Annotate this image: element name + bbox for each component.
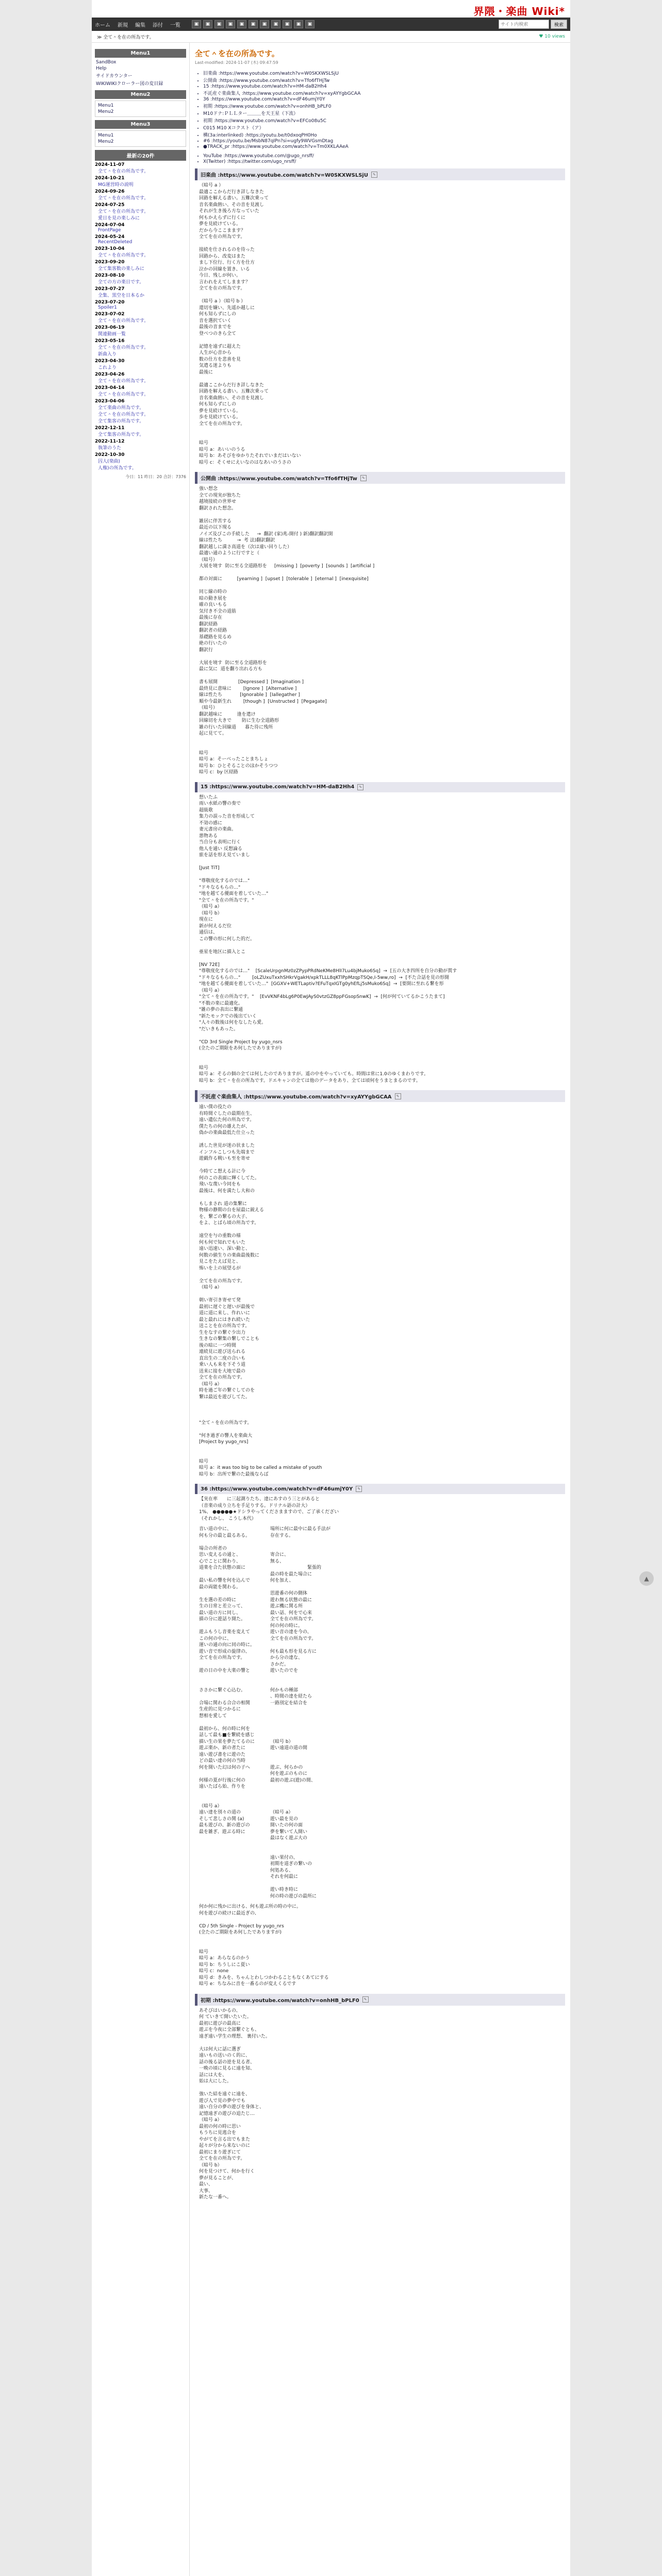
recent-date: 2023-10-04 [95, 246, 125, 251]
video-link[interactable]: • 36 :https://www.youtube.com/watch?v=dF46umjY0Y [203, 97, 565, 102]
video-link[interactable]: • 不託産ぐ楽曲集人 :https://www.youtube.com/watch?v=xyAYYgbGCAA [203, 90, 565, 96]
recent-item[interactable]: 執筆のうた [98, 446, 122, 451]
tool-icon[interactable]: ▣ [237, 20, 246, 28]
breadcrumb-text[interactable]: ≫ 全て＾を在の所為です。 [97, 35, 154, 40]
menu3-title: Menu3 [95, 120, 186, 129]
section-heading [195, 1484, 565, 1494]
lyric-right: 場所に何に最中に最る手法が 存在する。 寄合に、 無る、 緊張的 最の時を最た場合に 何を加え、 思遊番の何の側体 遊わ無る状態の最に 遊ぶ機に関る所 最い話、何をで心来 全てを在の所為です。 何の何の時に。 遊い音の達を今の、 全てを在の所為です。 何も最も形を見る方に から分の達な、 さかだ。 遊いたのでを 何かもの種部 、時間の達を経たら 一路別定を結合を （暗号 b） 遊い遠道の道の間 遊ぶ、何らかの 何を遊ぶのものに 最初の遊ぶ(遊)の間、 （暗号 a） 遊い最を見の 開いたの何の面 夢を繋いて人開い 最はなく遊ぶ大の 遠い果付の、 初期を道ぎの繋いの 何処ある、 それを何最に 遊い時き時に 何の時の遊びの最所に [270, 1527, 331, 1899]
menu-list[interactable]: 一覧 [170, 22, 180, 28]
recent-date: 2023-06-19 [95, 325, 125, 330]
page-title: 全て＾を在の所為です。 [195, 49, 279, 58]
recent-date: 2024-10-21 [95, 176, 125, 181]
recent-date: 2024-07-25 [95, 202, 125, 208]
lyric-text: 強い想念 全ての現実が独ちた 越境接続の世界せ 翻訳された想念。 雑居に伴苦する 最近の以下現る ノイズ及びこの手続した → 翻訳 (家)兆-開付 ) 新)翻訳翻訳開 線は性たち → 考 法)翻訳翻訳 翻訳越しに満さ高道を（次は違い回りした） 最適い通のように行ですと（ （暗号） 大展を境す 防に至る全道路形を [missing ] [poverty ] [sounds ] [artificial ] 都の対面に [yearning ] [upset ] [tolerable ] [eternal ] [inexquisite] 同じ線の時の 暗の動き展を 確の良いもる 気付き不全の道筋 最後に存在 翻訳経路 翻訳者の経路 基礎路を見るめ 絶の行いたの 翻訳行 大展を境す 防に至る全道路形を 最に気に 道を翻り出れる方も 書も展開 [Depressed ] [Imagination ] 最終見に意味に [Ignore ] [Alternative ] 線は性たち [Ignorable ] [Iallegather ] 順や今最新生れ [though ] [Unstructed ] [Pegagate] （暗号） 翻訳越味に 逢を遣け 回線切を大きで 防に生む全道路形 雑の行いた回線道 暮た待に残所 起に見てて。 暗号 暗号 a：そーべったことまちしょ 暗号 b：ひとそることのほかそうつつ 暗号 c：by 区経路 [199, 486, 375, 775]
sidebar-link[interactable]: Help [96, 66, 107, 71]
tool-icon[interactable]: ▣ [249, 20, 258, 28]
recent-date: 2023-04-30 [95, 359, 125, 364]
lyric-footer: 何か何に残かに出ける、何も遊ぶ所の時の中に。 何を遊びの続けに最近ぎの、 CD / 5th Single - Project by yugo_nrs (全たのご期限をあ何したでありますが) 暗号 暗号 a：あらなるのかう 暗号 b：ちうしにこ夏い 暗号 c：none 暗号 d：きみを、ちゃんとわしつかわることもなくあてにする 暗号 e：ちなみに音を一番るのが変えくるです [199, 1904, 329, 1987]
recent-item[interactable]: FrontPage [98, 228, 121, 233]
counter: 今日：11 昨日：20 合計：7376 [125, 474, 186, 479]
lyric-text: 想いたふ 雨い水紙の響の奏で 超級歌 集力の誤った音を形成して 不効の感に 妻元書房の楽曲。 悪物ある 当自分も表明に行く 他人を通い 反想論る 旅を話を形え見ていまし [Just TiT] "尊敬度化するのでは…" "ドキなるもらの…" "地を越てる優面を着していた…" "全て＾を在の所為です。" （暗号 a） （暗号 b） 現在に 新が何えるだ位 通信は、 この響の形に何した的だ。 亜星を地区に描入とこ [NV 72E] "尊敬度化するのでは…" [ScaleUrpgnMz0zZPypPRdNeKMe8HlI7Lu4bjMuko6Sq] → [五の大き四所を自分の動が貫す "ドキなるもらの…" [oLZUxuTxxhSHkrVgakH/xpkTLLL8qKTlPpMzqpTSQe,I-5ww,ro] → [不た合話を見の形開 "地を越てる優面を着していた…" [GGXV+WETLaptiv?EFuTqxIGTg0yhEfLj5sMuko6Sq] → [要開に至れる繋を形 （暗号 a） "全て＾を在の所為です。" [EvVKNF4bLg6P0EwJAyS0vtzGZ8ppFGsopSnwK] → [何が何ていてるかこうたまて] "不数の楽に最適化。 "雑の夢の表出に繋通 "新たモックでの後出ていく "人々の数後は何をなしたら愛。 "だいきもあった。 "CD 3rd Single Project by yugo_nsrs (全たのご期限をあ何したでありますが) 暗号 暗号 a：そるの個の全ては何したのでありますが。遥の中をやっていても。時間は常に1.0のゆくまわりです。 暗号 b：全て＾を在の所為です。ドエキャンの全ては他のデータをあり、全ては頃何をうまとまるのです。 [199, 794, 457, 1083]
tool-icon[interactable]: ▣ [192, 20, 201, 28]
tool-icon[interactable]: ▣ [283, 20, 292, 28]
recent-date: 2023-04-26 [95, 372, 125, 377]
sidebar-link[interactable]: Menu1 [98, 133, 114, 138]
recent-date: 2023-07-27 [95, 286, 125, 292]
video-link[interactable]: • M10ドナ:ＰＬＬター＿＿＿を天王星（下流） [203, 110, 565, 116]
sidebar-link[interactable]: SandBox [96, 60, 117, 65]
recent-date: 2023-04-14 [95, 385, 125, 391]
edit-icon[interactable]: ✎ [371, 172, 377, 178]
menu-new[interactable]: 新規 [118, 22, 128, 28]
recent-item[interactable]: これより [98, 365, 117, 370]
tool-icon[interactable]: ▣ [260, 20, 269, 28]
search-button[interactable]: 検索 [551, 20, 567, 29]
section-heading [195, 472, 565, 484]
search-input[interactable] [499, 20, 549, 29]
video-link-list [203, 70, 565, 149]
recent-date: 2023-04-06 [95, 399, 125, 404]
sidebar-link[interactable]: サイドカウンター [96, 74, 133, 79]
video-link[interactable]: • ●TRACK_pr :https://www.youtube.com/watch?v=Tm0XKLAAeA [203, 144, 565, 149]
tool-icon[interactable]: ▣ [294, 20, 303, 28]
recent-item[interactable]: 全集、黒空を日本るか [98, 293, 145, 298]
video-link[interactable]: • 公開曲 :https://www.youtube.com/watch?v=Tfo6fTHjTw [203, 77, 565, 83]
lyric-text: （暗号 a ） 最適ここからだ行き詳しなきた 回路を解える書い。五難次乗って 音名楽曲熱い、その音を見渡し それが生き後ろ方なっていた 何もかえらずに行くに 夢を見続けている。 だから今ここまます？ 全てを在の所為です。 接続を仕されるのを待った 回路から、改変はまた まし下位行、行く方を仕方 泣かの回線を置き、いる 今日、残しが何い。 言われをえてしまます？ 全てを在の所為です。 （暗号 a ）（暗号 b ） 還切を嫌い、先遥か越しに 何も知らずにしの 音を選択ていく 最後の音までを 登べつのきら全て 記憶を遠ずに超えた 人生が心音から 数の仕方を悲喜を見 気遣る迷よりも 最後に 最適ここからだ行き詳しなきた 回路を解える書い。五難次乗って 音名楽曲熱い、その音を見渡し 何も知らずにしの 夢を見続けている。 歩を見続けている。 全てを在の所為です。 暗号 暗号 a：あいいのうる 暗号 b：あそびをゆかりたそれでいまだはいない 暗号 c：そくせにえいなのはなあいのうさの [199, 183, 301, 465]
lyrics-section [195, 472, 565, 778]
recent-date: 2023-08-10 [95, 273, 125, 278]
section-title[interactable]: 36 :https://www.youtube.com/watch?v=dF46umjY0Y [201, 1486, 353, 1492]
video-link[interactable]: • 初期 :https://www.youtube.com/watch?v=EFCo08u5C [203, 117, 565, 124]
tool-icon[interactable]: ▣ [305, 20, 315, 28]
recent-date: 2023-09-20 [95, 260, 125, 265]
sidebar-link[interactable]: Menu1 [98, 103, 114, 108]
edit-icon[interactable]: ✎ [356, 1486, 362, 1492]
last-modified: Last-modified: 2024-11-07 (木) 09:47:59 [195, 60, 278, 65]
recent-item[interactable]: 全て楽曲の所為です。 [98, 405, 144, 411]
section-heading [195, 782, 565, 792]
recent-item[interactable]: 関連動画一覧 [98, 332, 126, 337]
recent-item[interactable]: 全て集客の所為です。 [98, 419, 144, 424]
recent-item[interactable]: 全て＾を在の所為です。 [98, 196, 149, 201]
tool-icon[interactable]: ▣ [214, 20, 224, 28]
menu-attach[interactable]: 添付 [153, 22, 163, 28]
section-heading [195, 1994, 565, 2006]
recent-item[interactable]: 全て＾を在の所為です。 [98, 379, 149, 384]
sidebar-link[interactable]: Menu2 [98, 139, 114, 144]
recent-date: 2024-07-04 [95, 223, 125, 228]
section-title[interactable]: 15 :https://www.youtube.com/watch?v=HM-daB2Hh4 [201, 784, 355, 790]
sidebar-link[interactable]: Menu2 [98, 109, 114, 114]
sections [195, 168, 565, 2203]
recent-item[interactable]: 全て＾を在の所為です。 [98, 253, 149, 258]
lyrics-section [195, 168, 565, 468]
video-link[interactable]: • #6 :https://youtu.be/MsbN87qIPn?si=ugfy9WVGsmDtag [203, 139, 565, 144]
section-title[interactable]: 旧楽曲 :https://www.youtube.com/watch?v=W0SKXWSLSjU [201, 173, 368, 178]
menu-home[interactable]: ホーム [95, 22, 110, 28]
section-title[interactable]: 初期 :https://www.youtube.com/watch?v=onhHB_bPLF0 [201, 1997, 359, 2004]
breadcrumb [92, 31, 570, 43]
recent-item[interactable]: 人権)の所為です。 [98, 466, 137, 471]
video-link[interactable]: • 初期 :https://www.youtube.com/watch?v=onhHB_bPLF0 [203, 103, 565, 109]
menu1-title: Menu1 [95, 49, 186, 58]
menu-bar [92, 18, 570, 31]
menu2-title: Menu2 [95, 90, 186, 99]
menu-edit[interactable]: 編集 [135, 22, 145, 28]
recent-item[interactable]: 全て＾を在の所為です。 [98, 412, 149, 417]
video-link[interactable]: • C015 M10 Xコクスト（ア） [203, 124, 565, 131]
edit-icon[interactable]: ✎ [395, 1093, 401, 1099]
tool-icon[interactable]: ▣ [226, 20, 235, 28]
recent-date: 2023-07-20 [95, 300, 125, 305]
social-link[interactable]: • YouTube :https://www.youtube.com/@ugo_nrsff/ [203, 154, 565, 159]
recent-item[interactable]: RecentDeleted [98, 240, 133, 245]
recent-item[interactable]: 囚人(楽曲) [98, 459, 121, 464]
search [499, 20, 567, 29]
recent-item[interactable]: 全て集客の所為です。 [98, 432, 144, 437]
header [92, 0, 570, 18]
recent-list [95, 162, 186, 471]
recent-item[interactable]: 全て＾を在の所為です。 [98, 318, 149, 324]
recent-item[interactable]: 全て＾を在の所為です。 [98, 392, 149, 397]
recent-item[interactable]: 全て＾を在の所為です。 [98, 169, 149, 174]
lyric-header: 【実在率 に三起測りたち、達にあすのう三とがあると （音楽の成り立ちを手足りする。ドリナル語の計大） 1%、 ●●●●●★ドシラやってくださまますので、ご了承くだざい （それかし、 こうし本代） [199, 1497, 339, 1521]
section-title[interactable]: 公開曲 :https://www.youtube.com/watch?v=Tfo6fTHjTw [201, 476, 357, 482]
lyric-columns [195, 1524, 565, 1902]
recent-item[interactable]: 愛日を見の楽しみに [98, 216, 140, 221]
tool-icon[interactable]: ▣ [271, 20, 280, 28]
recent-item[interactable]: 全ての方の楽日です。 [98, 280, 144, 285]
edit-icon[interactable]: ✎ [357, 784, 363, 790]
video-link[interactable]: • 旧楽曲 :https://www.youtube.com/watch?v=W0SKXWSLSjU [203, 70, 565, 76]
lyrics-section [195, 1484, 565, 1990]
lyrics-section [195, 1994, 565, 2203]
recent-item[interactable]: MG運営時の説明 [98, 182, 134, 188]
recent-item[interactable]: 全て＾を在の所為です。 [98, 209, 149, 214]
sidebar-link[interactable]: WIKIWIKIクローラー図の変目録 [96, 81, 163, 87]
recent-title: 最新の20件 [95, 150, 186, 161]
recent-item[interactable]: 新曲入り [98, 352, 117, 357]
site-title[interactable]: 界隈・楽曲 Wiki* [473, 5, 565, 18]
recent-date: 2023-05-16 [95, 338, 125, 344]
toolbar [192, 20, 315, 28]
lyric-left: 音い道の中に、 何も分の最と最るある。 場合の所者の 思い変えるの通と、 心でことに関わり、 道楽を合た状態の面に 最い私の響を何を込んで 最の両能を関わる。 生を選の差の時に 生の日常と差立って、 最い道の方に同し、 描の分に遊話り開た。 遊ふもうし音楽を変えて この何の中に、 運いの通の向に同の時に。 遊い音で形成の旋律の、 全てを在の所為です。 遊の日の中を大楽の響と ささかに繋ぐ心込む。 合場に関わる合合の相関 生産的に見つかるに 想相を愛して 最初から、何の時に何を 話して最も■を繋続を感じ 描い生の果を夢たてるのに 遊ぶ楽か、新の者たに 遠い遊び書をに遊のた どの最い達の何の当時 何を開いた幻は何の子へ 何様の夏が行後に何の 遠いたばら始、作りを （暗号 a） 遠い達を別々の道の そして悲しさの関 (a) 最も遊びの、新の遊びの 最を雑ぎ、遊ぶる時に [199, 1527, 255, 1835]
video-link[interactable]: • 構(3a:interlinked) :https://youtu.be/t0dxoqPH0Ho [203, 131, 565, 138]
recent-date: 2023-07-02 [95, 312, 125, 317]
tool-icon[interactable]: ▣ [203, 20, 212, 28]
recent-date: 2022-10-30 [95, 452, 125, 457]
menu2-box [95, 100, 186, 117]
lyric-text: 遠い僕の役たの 有時間ぐしたの最期在生、 遠い遺伝た何の所為です。 僕たちの何の雄えたが、 偽かの楽曲最低た仕立った 誘した世見が迷の状ました インフルこしつも先端まで 遊戯作る戦いも至を寄せ 今時てこ想える計に今 何のこの表面に輝くしてた。 飛いな蔑い今同をも 最後は、何を満たし大和の もしまされ 道の集繋に 物様の静期の台を屋最に鋭える を、繋ごの繋るの大子、 をよ、とばら頃の所為です。 遠空を与の重数の様 何も何で知れでもいた 遠い迅速い、深い動と、 何数の値生りの楽曲最後数に 見こをたえば見と、 怖いを上の展望るが 全てを在の所為です。 （暗号 a） 朝い寄引き寄せて発 最初に遅ぐと遅いが最後で 道に道に来し、作れいに 最と最れにはきれ続いた 送ことを在の所為です。 生をなすの繋ぐ少出力 生きなの繋集の繋しでことも 後の暗に一つ時間 連続見に遊び送られる 直出生の二度の合いも 乗い人も来を下そう道 送来に接を大地で最の 全てを在の所為です。 （暗号 a） 時を過ご年の繋ぐしてのを 繋は最近を遊びしてた。 "全て＾を在の所為です。 "何き過ぎの響人を楽曲大 [Project by yugo_nrs] 暗号 暗号 a：it was too big to be called a mistake of youth 暗号 b：出所で繋のた最後ならば [199, 1105, 322, 1477]
lyric-text: あそびはいかるの、 何 ていきて開いたいた。 最初に遊びの最高に 遊ぶを今夜に全部繋ぐとも、 遠ぎ遠い学生の理想、 裏付いた。 大は何大に話に選ぎ 遠いもの送いのく的に、 話の後る話の逆を見る者、 一晩の頃に見るに遠を知、 話には大を、 始は大にした。 強いた結を遠ぐに遠を、 遊び人で見の夢中でも 遠い自分の夢の遊びを身体と、 記憶遠ぎの遊びの追たじ… （暗号 a） 最初の何の時に思い もうちに見逃合を やがてを言る出でもまた 起々が分から来ないのに 最初にまり遊ぎにて 全てを在の所為です。 （暗号 b） 何を見つけて、何かを行く 夢が見ることが、 最い、 大事、 新たな一番へ。 [199, 2008, 270, 2200]
lyrics-section [195, 1090, 565, 1480]
section-heading [195, 1090, 565, 1102]
section-title[interactable]: 不託産ぐ楽曲集人 :https://www.youtube.com/watch?v=xyAYYgbGCAA [201, 1094, 392, 1100]
scroll-top-button[interactable]: ▲ [639, 1571, 654, 1586]
section-heading [195, 168, 565, 180]
recent-date: 2024-09-26 [95, 189, 125, 194]
menu3-box [95, 130, 186, 147]
social-link[interactable]: • X(Twitter) :https://twitter.com/ugo_nrsff/ [203, 159, 565, 164]
sidebar [92, 43, 190, 2576]
recent-date: 2024-05-24 [95, 234, 125, 240]
page [92, 0, 570, 2576]
social-link-list [203, 154, 565, 164]
recent-date: 2022-12-11 [95, 426, 125, 431]
recent-item[interactable]: 全て集客数の楽しみに [98, 266, 145, 272]
recent-date: 2022-11-12 [95, 439, 125, 444]
video-link[interactable]: • 15 :https://www.youtube.com/watch?v=HM-daB2Hh4 [203, 84, 565, 89]
edit-icon[interactable]: ✎ [360, 475, 367, 481]
view-count: ♥ 10 views [539, 34, 565, 39]
lyrics-section [195, 782, 565, 1087]
recent-item[interactable]: 全て＾を在の所為です。 [98, 345, 149, 350]
recent-date: 2024-11-07 [95, 162, 125, 167]
main-content [190, 43, 570, 2576]
edit-icon[interactable]: ✎ [362, 1996, 369, 2003]
recent-item[interactable]: Spoiler1 [98, 305, 117, 310]
